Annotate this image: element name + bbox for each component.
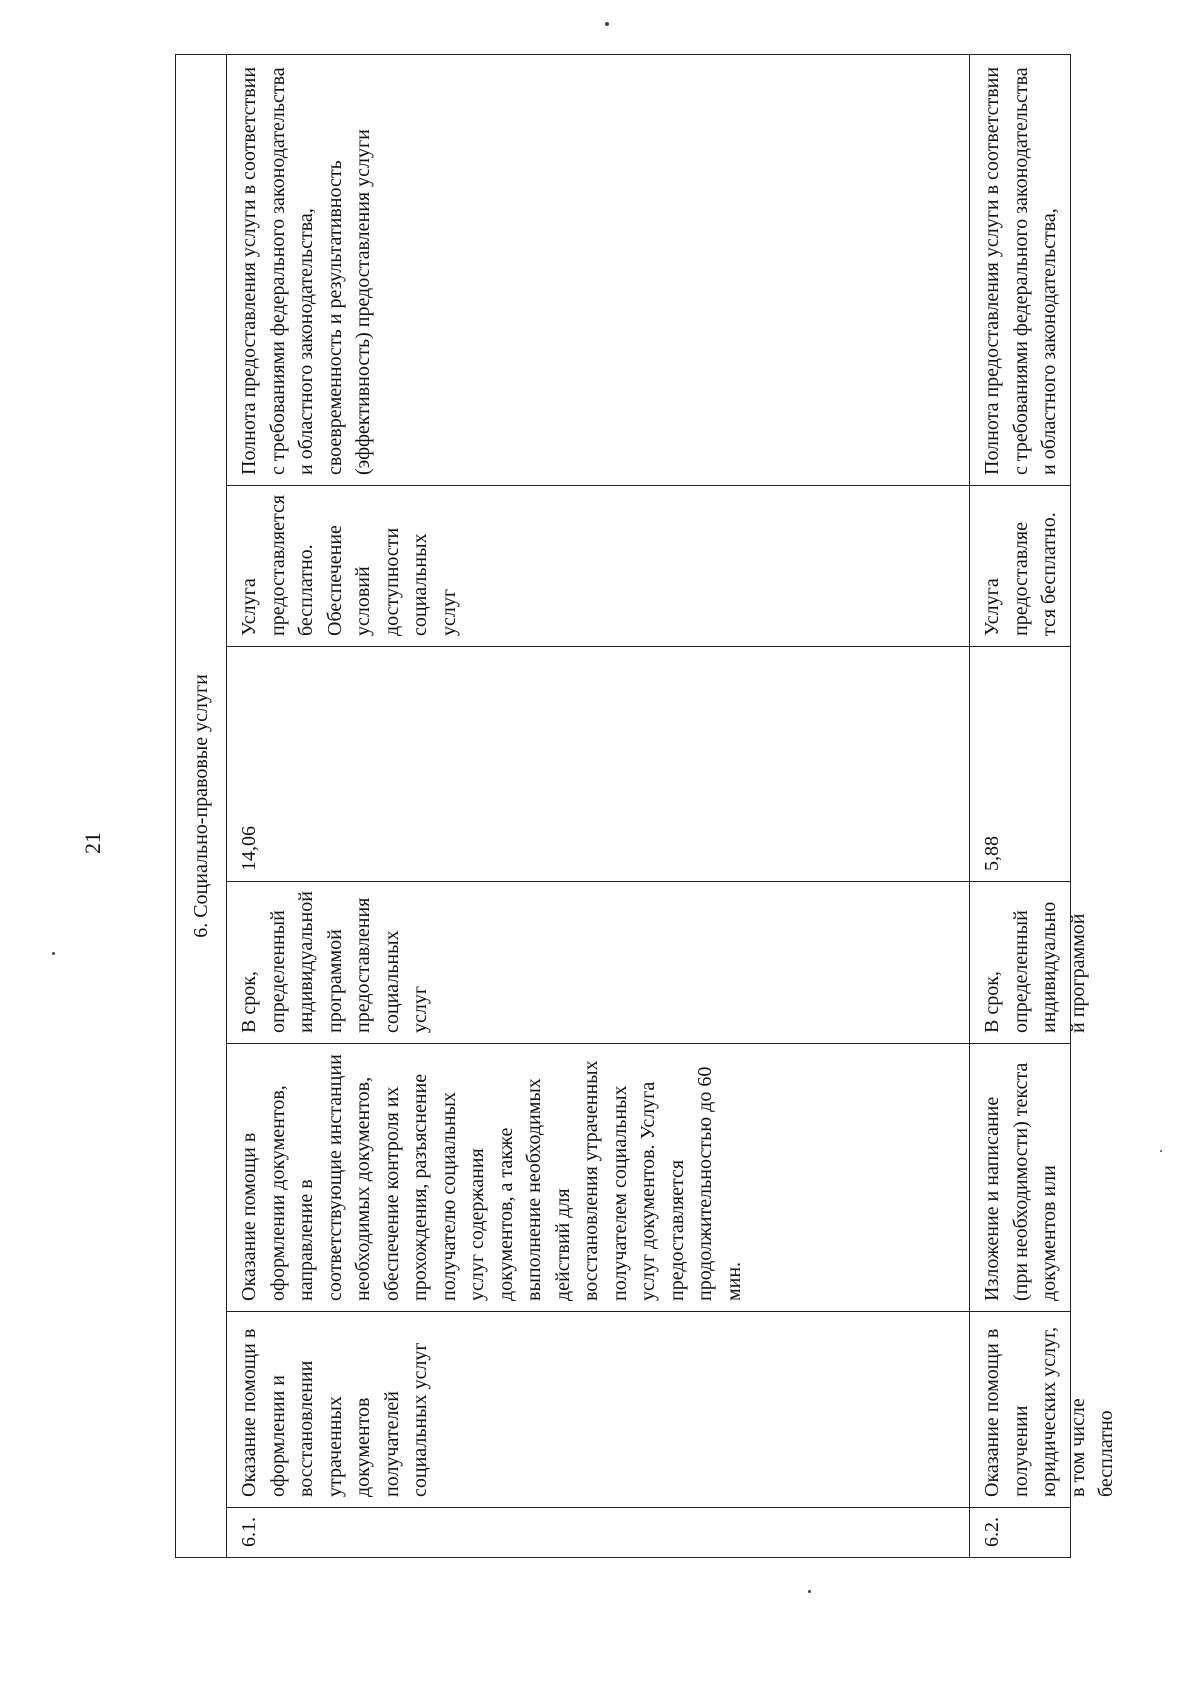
table-row — [227, 54, 970, 1557]
service-quality: Полнота предоставления услуги в соответствии с требованиями федерального законодательства и областного законодательства, своевременность и результативность (эффективность) предоставления услуги — [227, 54, 970, 485]
service-price: 14,06 — [227, 647, 970, 882]
scan-speck — [808, 1590, 811, 1593]
scan-speck — [52, 952, 55, 955]
row-number: 6.2. — [981, 1517, 1003, 1547]
rotated-table-container — [175, 55, 1117, 1558]
service-conditions: Услуга предоставляе тся бесплатно. — [981, 512, 1060, 636]
service-name: Оказание помощи в оформлении и восстановлении утраченных документов получателей социальных услуг — [227, 1312, 970, 1508]
page-number: 21 — [80, 832, 105, 854]
table-row — [970, 54, 1071, 1557]
scan-speck — [1160, 1150, 1162, 1152]
row-number: 6.1. — [227, 1508, 970, 1558]
service-description: Изложение и написание (при необходимости) текста документов или — [981, 1062, 1060, 1301]
service-conditions: Услуга предоставляется бесплатно. Обеспечение условий доступности социальных услуг — [227, 486, 970, 647]
service-term: В срок, определенный индивидуальной программой предоставления социальных услуг — [227, 882, 970, 1044]
scan-speck — [605, 22, 609, 26]
service-name: Оказание помощи в получении юридических услуг, в том числе бесплатно — [981, 1326, 1117, 1497]
service-price: 5,88 — [981, 836, 1003, 871]
service-description: Оказание помощи в оформлении документов, направление в соответствующие инстанции необходимых документов, обеспечение контроля их прохождения, разъяснение получателю социальных услуг содержания документов, а также выполнение необходимых действий для восстановления утраченных получателем социальных услуг документов. Услуга предоставляется продолжительностью до 60 мин. — [227, 1044, 970, 1312]
section-title: 6. Социально-правовые услуги — [176, 54, 227, 1557]
service-term: В срок, определенный индивидуально й программой — [981, 901, 1089, 1033]
services-table — [175, 54, 1117, 1558]
service-quality: Полнота предоставления услуги в соответствии с требованиями федерального законодательства и областного законодательства, — [981, 66, 1060, 475]
section-header-row — [176, 54, 227, 1557]
